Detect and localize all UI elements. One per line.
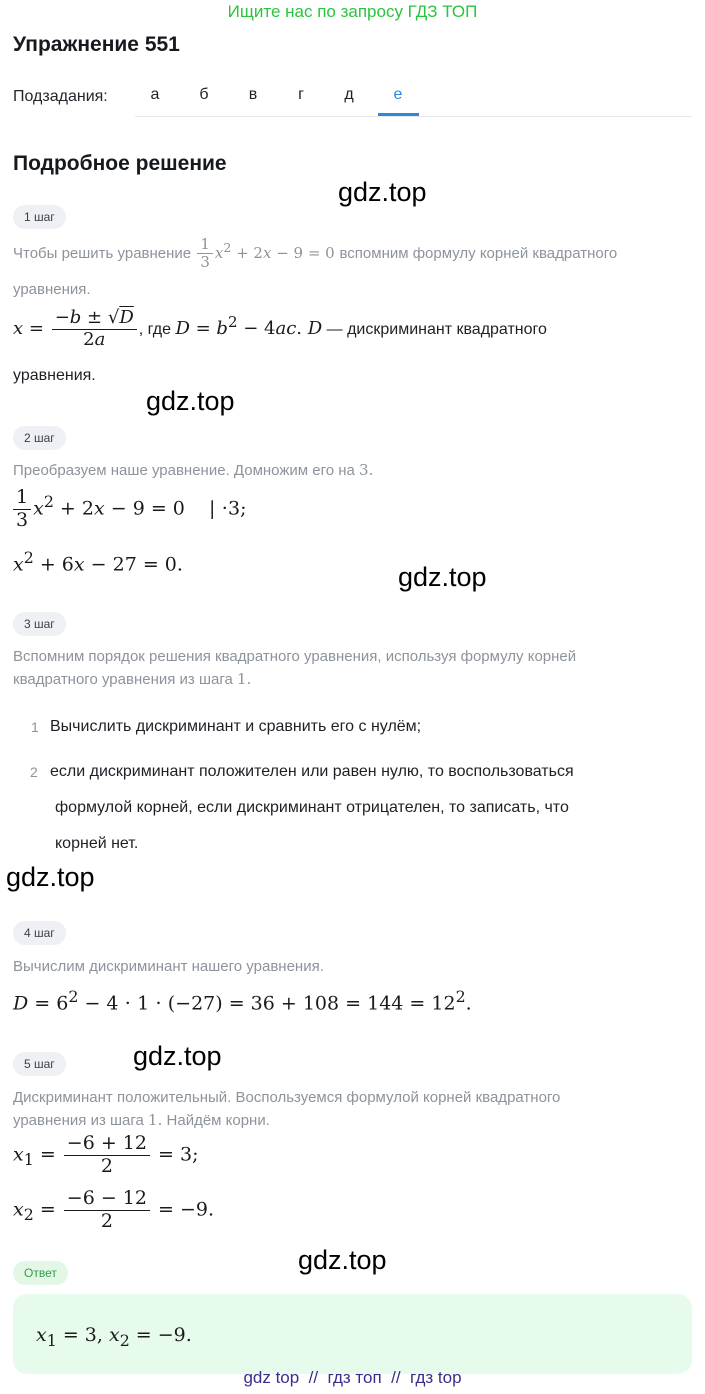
answer-box [13, 1294, 692, 1374]
active-tab-indicator [378, 113, 419, 116]
tab-e[interactable]: е [393, 86, 403, 103]
solution-heading: Подробное решение [13, 152, 227, 175]
tab-a[interactable]: а [150, 86, 160, 103]
list-item-number: 1 [31, 719, 39, 735]
step-1-text-2: уравнения. [13, 281, 91, 298]
step-badge: 3 шаг [13, 612, 66, 636]
list-item-line: формулой корней, если дискриминант отрицателен, то записать, что [55, 799, 569, 816]
step-1-formula: x = $\frac{-b \pm √D}{2a}$ , где $D = b^2 - 4ac$. D — дискриминант квадратного [13, 307, 547, 350]
tab-g[interactable]: г [298, 86, 304, 103]
step-1-formula-2: уравнения. [13, 367, 96, 384]
tab-v[interactable]: в [248, 86, 258, 103]
step-badge: 1 шаг [13, 205, 66, 229]
subtasks-label: Подзадания: [13, 88, 108, 105]
list-item-line: корней нет. [55, 835, 139, 852]
watermark: gdz.top [133, 1041, 222, 1071]
list-item-number: 2 [30, 764, 38, 780]
root-x2: $x_2$ = $\frac{-6 - 12}{2}$ = −9. [13, 1187, 215, 1232]
step-4-text: Вычислим дискриминант нашего уравнения. [13, 958, 324, 975]
list-item: Вычислить дискриминант и сравнить его с нулём; [50, 718, 422, 735]
step-4-discriminant: $D = 6^2 - 4 \cdot 1 \cdot (-27) = 36 + 108 = 144 = 12^2$. [13, 987, 472, 1015]
step-3-text-1: Вспомним порядок решения квадратного уравнения, используя формулу корней [13, 648, 577, 665]
step-5-text-2: уравнения из шага 1. Найдём корни. [13, 1111, 270, 1129]
tab-b[interactable]: б [199, 86, 209, 103]
footer-links[interactable]: gdz top // гдз топ // гдз top [243, 1368, 462, 1387]
step-3-text-2: квадратного уравнения из шага 1. [13, 670, 252, 688]
watermark: gdz.top [6, 862, 95, 892]
search-banner: Ищите нас по запросу ГДЗ ТОП [227, 2, 478, 21]
page-title: Упражнение 551 [13, 33, 180, 56]
step-2-equation-1: $\frac{1}{3}$ $x^2 + 2x - 9 = 0$ | ⋅3; [13, 487, 246, 532]
tab-d[interactable]: д [344, 86, 354, 103]
list-item: если дискриминант положителен или равен нулю, то воспользоваться [50, 763, 574, 780]
step-2-equation-2: $x^2 + 6x - 27 = 0$. [13, 548, 183, 576]
answer-value: $x_1 = 3$, $x_2 = -9$. [36, 1324, 192, 1350]
step-5-text-1: Дискриминант положительный. Воспользуемся формулой корней квадратного [13, 1089, 561, 1106]
answer-badge: Ответ [13, 1261, 68, 1285]
step-badge: 4 шаг [13, 921, 66, 945]
watermark: gdz.top [146, 386, 235, 416]
watermark: gdz.top [398, 562, 487, 592]
watermark: gdz.top [338, 177, 427, 207]
step-2-text: Преобразуем наше уравнение. Домножим его на 3. [13, 461, 374, 479]
root-x1: $x_1$ = $\frac{-6 + 12}{2}$ = 3; [13, 1132, 199, 1177]
step-badge: 2 шаг [13, 426, 66, 450]
step-badge: 5 шаг [13, 1052, 66, 1076]
watermark: gdz.top [298, 1245, 387, 1275]
step-1-text: Чтобы решить уравнение $\frac{1}{3}$ $x^2 + 2x - 9 = 0$ вспомним формулу корней квадратного [13, 235, 618, 272]
subtasks-tabs [135, 80, 692, 117]
